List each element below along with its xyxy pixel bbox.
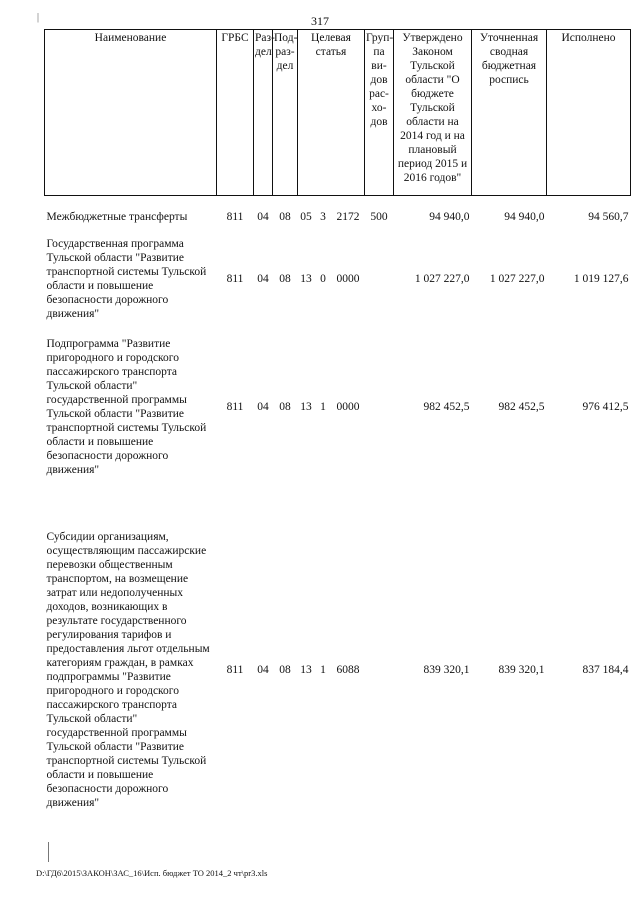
row-cs2: 0: [320, 273, 326, 285]
row-razdel: 04: [257, 273, 269, 285]
row-cs1: 05: [300, 211, 312, 223]
corner-mark: |: [37, 12, 40, 23]
row-grbs: 811: [226, 664, 244, 676]
header-grbs: ГРБС: [217, 30, 254, 196]
row-name: Государственная программа Тульской области "Развитие транспортной системы Тульской области и повышение безопасности дорожного движения": [46, 238, 207, 320]
row-cs3: 6088: [336, 664, 360, 676]
page-number: 317: [311, 14, 329, 28]
row-name: Подпрограмма "Развитие пригородного и городского пассажирского транспорта Тульской области" государственной программы Тульской области "Развитие транспортной системы Тульской области и повышение безопасности дорожного движения": [46, 338, 207, 476]
row-cs2: 1: [320, 664, 326, 676]
header-specified: Уточненная сводная бюджетная роспись: [472, 30, 547, 196]
row-podrazdel: 08: [279, 211, 291, 223]
row-name: Субсидии организациям, осуществляющим пассажирские перевозки общественным транспортом, на возмещение затрат или недополученных доходов, возникающих в результате государственного регулирования тарифов и предоставления льгот отдельным категориям граждан, в рамках подпрограммы "Развитие пригородного и городского пассажирского транспорта Тульской области" государственной программы Тульской области "Развитие транспортной системы Тульской области и повышение безопасности дорожного движения": [46, 531, 210, 809]
table-row: [45, 502, 631, 838]
row-approved: 982 452,5: [423, 401, 470, 413]
row-razdel: 04: [257, 401, 269, 413]
table-row: [45, 230, 631, 328]
header-approved: Утверждено Законом Тульской области "О бюджете Тульской области на 2014 год и на плановый период 2015 и 2016 годов": [394, 30, 472, 196]
row-cs1: 13: [300, 401, 312, 413]
row-vr: [365, 230, 394, 328]
row-specified: 839 320,1: [498, 664, 545, 676]
row-podrazdel: 08: [279, 664, 291, 676]
row-cs3: 0000: [336, 273, 360, 285]
row-approved: 94 940,0: [429, 211, 470, 223]
row-executed: 94 560,7: [588, 211, 629, 223]
row-cs3: 2172: [336, 211, 360, 223]
row-specified: 1 027 227,0: [489, 273, 545, 285]
header-podrazdel: Под- раз- дел: [273, 30, 298, 196]
row-razdel: 04: [257, 211, 269, 223]
row-name: Межбюджетные трансферты: [46, 211, 188, 223]
row-executed: 837 184,4: [582, 664, 629, 676]
row-executed: 1 019 127,6: [573, 273, 629, 285]
header-expense-type: Груп- па ви- дов рас- хо- дов: [365, 30, 394, 196]
row-grbs: 811: [226, 273, 244, 285]
table-row: [45, 328, 631, 486]
row-vr: [365, 328, 394, 486]
row-cs3: 0000: [336, 401, 360, 413]
header-target-article: Целевая статья: [298, 30, 365, 196]
table-row: [45, 204, 631, 230]
header-razdel: Раз- дел: [254, 30, 273, 196]
file-path-footer: D:\ГД6\2015\ЗАКОН\ЗАС_16\Исп. бюджет ТО 2014_2 чт\pr3.xls: [36, 868, 268, 878]
row-vr: 500: [370, 211, 388, 223]
row-cs2: 1: [320, 401, 326, 413]
header-name: Наименование: [45, 30, 217, 196]
budget-table: [44, 29, 631, 838]
row-cs2: 3: [320, 211, 326, 223]
header-row: [45, 30, 631, 196]
row-executed: 976 412,5: [582, 401, 629, 413]
row-specified: 94 940,0: [504, 211, 545, 223]
row-approved: 1 027 227,0: [414, 273, 470, 285]
row-razdel: 04: [257, 664, 269, 676]
row-podrazdel: 08: [279, 273, 291, 285]
row-cs1: 13: [300, 664, 312, 676]
scan-artifact-mark: [48, 842, 49, 862]
row-grbs: 811: [226, 401, 244, 413]
row-grbs: 811: [226, 211, 244, 223]
row-cs1: 13: [300, 273, 312, 285]
header-executed: Исполнено: [547, 30, 631, 196]
row-podrazdel: 08: [279, 401, 291, 413]
row-approved: 839 320,1: [423, 664, 470, 676]
row-vr: [365, 502, 394, 838]
row-specified: 982 452,5: [498, 401, 545, 413]
